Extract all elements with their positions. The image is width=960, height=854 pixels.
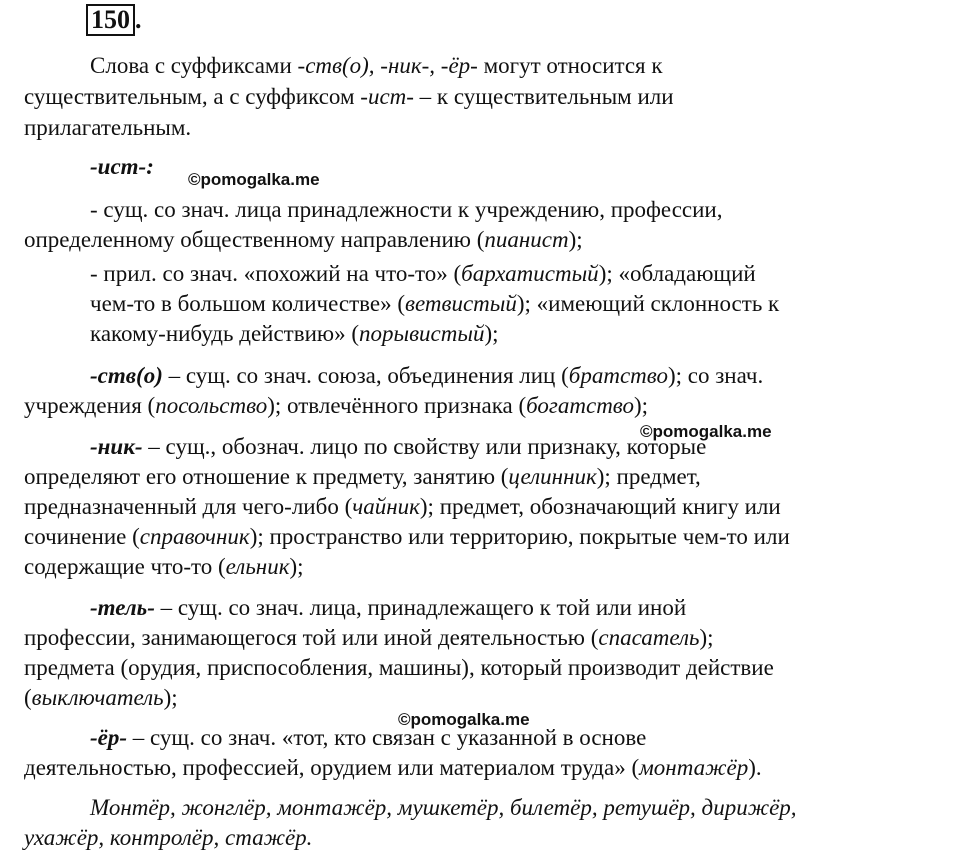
stvo-line-1: -ств(о) – сущ. со знач. союза, объединения лиц (братство); со знач. — [90, 363, 764, 388]
task-number-dot: . — [135, 5, 142, 34]
ist-noun-line-1: - сущ. со знач. лица принадлежности к учреждению, профессии, — [90, 197, 723, 222]
ist-adj-line-3: какому-нибудь действию» (порывистый); — [90, 321, 499, 346]
task-number-box: 150 — [86, 4, 135, 36]
ist-noun-line-2: определенному общественному направлению (пианист); — [24, 227, 583, 252]
tel-line-2: профессии, занимающегося той или иной деятельностью (спасатель); — [24, 625, 714, 650]
nik-line-4: сочинение (справочник); пространство или территорию, покрытые чем-то или — [24, 524, 790, 549]
ist-adj-line-1: - прил. со знач. «похожий на что-то» (бархатистый); «обладающий — [90, 261, 756, 286]
tel-line-3: предмета (орудия, приспособления, машины), который производит действие — [24, 655, 774, 680]
stvo-line-2: учреждения (посольство); отвлечённого признака (богатство); — [24, 393, 649, 418]
nik-line-1: -ник- – сущ., обознач. лицо по свойству или признаку, которые — [90, 434, 707, 459]
intro-line-3: прилагательным. — [24, 115, 192, 140]
nik-line-3: предназначенный для чего-либо (чайник); предмет, обозначающий книгу или — [24, 494, 781, 519]
er-line-2: деятельностью, профессией, орудием или материалом труда» (монтажёр). — [24, 755, 762, 780]
nik-line-5: содержащие что-то (ельник); — [24, 554, 304, 579]
intro-line-2: существительным, а с суффиксом -ист- – к существительным или — [24, 84, 674, 109]
examples-line-2: ухажёр, контролёр, стажёр. — [24, 825, 313, 850]
intro-line-1: Слова с суффиксами -ств(о), -ник-, -ёр- могут относится к — [90, 53, 663, 78]
nik-line-2: определяют его отношение к предмету, занятию (целинник); предмет, — [24, 464, 701, 489]
tel-line-4: (выключатель); — [24, 685, 178, 710]
examples-line-1: Монтёр, жонглёр, монтажёр, мушкетёр, билетёр, ретушёр, дирижёр, — [90, 795, 797, 820]
watermark: ©pomogalka.me — [188, 170, 320, 189]
er-line-1: -ёр- – сущ. со знач. «тот, кто связан с указанной в основе — [90, 725, 647, 750]
tel-line-1: -тель- – сущ. со знач. лица, принадлежащего к той или иной — [90, 595, 687, 620]
ist-heading: -ист-: — [90, 154, 154, 179]
watermark: ©pomogalka.me — [398, 710, 530, 729]
ist-adj-line-2: чем-то в большом количестве» (ветвистый); «имеющий склонность к — [90, 291, 780, 316]
watermark: ©pomogalka.me — [640, 422, 772, 441]
task-number — [86, 4, 142, 36]
